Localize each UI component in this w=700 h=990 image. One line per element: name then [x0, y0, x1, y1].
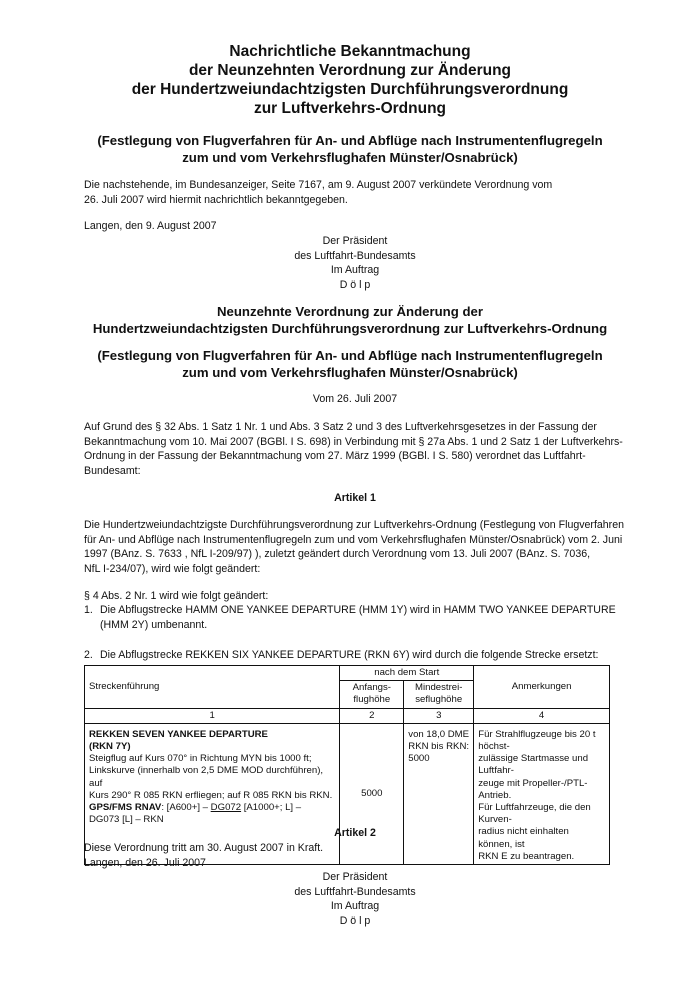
header-anmerkungen: Anmerkungen: [474, 666, 610, 709]
column-number-1: 1: [85, 708, 340, 723]
notice-place-date: Langen, den 9. August 2007: [84, 220, 217, 232]
route-description-cell: REKKEN SEVEN YANKEE DEPARTURE (RKN 7Y) Steigflug auf Kurs 070° in Richtung MYN bis 1000 ft; Linkskurve (innerhalb von 2,5 DME MOD durchführen), auf Kurs 290° R 085 RKN erfliegen; auf R 085 RKN bis RKN. GPS/FMS RNAV: [A600+] – DG072 [A1000+; L] – DG073 [L] – RKN: [85, 723, 340, 864]
article-1-text: Die Hundertzweiundachtzigste Durchführungsverordnung zur Luftverkehrs-Ordnung (Festlegung von Flugverfahren für An- und Abflüge nach Instrumentenflugregeln zum und vom Verkehrsflughafen Münster/Osnabrück) vom 2. Juni 1997 (BAnz. S. 7633 , NfL I-209/97) ), zuletzt geändert durch Verordnung vom 13. Juli 2007 (BAnz. S. 7036, NfL I-234/07), wird wie folgt geändert:: [84, 519, 624, 575]
header-mindestreiseflughoehe: Mindestrei- seflughöhe: [404, 681, 474, 708]
header-anfangsflughoehe: Anfangs- flughöhe: [340, 681, 404, 708]
waypoint-dg072: DG072: [210, 802, 242, 814]
notice-subtitle: (Festlegung von Flugverfahren für An- und Abflüge nach Instrumentenflugregeln zum und vom Verkehrsflughafen Münster/Osnabrück): [97, 133, 603, 165]
header-nach-dem-start: nach dem Start: [340, 666, 474, 681]
article-1-heading: Artikel 1: [334, 492, 376, 504]
notice-signature: Der Präsident des Luftfahrt-Bundesamts Im Auftrag D ö l p: [294, 235, 416, 291]
ordinance-title: Neunzehnte Verordnung zur Änderung der Hundertzweiundachtzigsten Durchführungsverordnung zur Luftverkehrs-Ordnung: [92, 304, 608, 336]
anfangsflughoehe-value: 5000: [340, 723, 404, 864]
notice-title: Nachrichtliche Bekanntmachung der Neunzehnten Verordnung zur Änderung der Hundertzweiundachtzigsten Durchführungsverordnung zur Luftverkehrs-Ordnung: [131, 43, 569, 117]
ordinance-date: Vom 26. Juli 2007: [312, 393, 398, 405]
mindestreiseflughoehe-value: von 18,0 DME RKN bis RKN: 5000: [404, 723, 474, 864]
item-1-text: Die Abflugstrecke HAMM ONE YANKEE DEPARTURE (HMM 1Y) wird in HAMM TWO YANKEE DEPARTURE (HMM 2Y) umbenannt.: [100, 604, 616, 631]
rnav-label: GPS/FMS RNAV: [89, 802, 162, 814]
section-reference: § 4 Abs. 2 Nr. 1 wird wie folgt geändert:: [84, 590, 269, 602]
article-2-text: Diese Verordnung tritt am 30. August 2007 in Kraft.: [84, 842, 324, 854]
ordinance-place-date: Langen, den 26. Juli 2007: [84, 857, 206, 869]
ordinance-signature: Der Präsident des Luftfahrt-Bundesamts Im Auftrag D ö l p: [294, 871, 416, 927]
notice-intro: Die nachstehende, im Bundesanzeiger, Seite 7167, am 9. August 2007 verkündete Verordnung vom 26. Juli 2007 wird hiermit nachrichtlich bekanntgegeben.: [84, 179, 553, 206]
ordinance-preamble: Auf Grund des § 32 Abs. 1 Satz 1 Nr. 1 und Abs. 3 Satz 2 und 3 des Luftverkehrsgesetzes in der Fassung der Bekanntmachung vom 10. Mai 2007 (BGBl. I S. 698) in Verbindung mit § 27a Abs. 1 und 2 Satz 1 der Luftverkehrs- Ordnung in der Fassung der Bekanntmachung vom 27. März 1999 (BGBl. I S. 580) verordnet das Luftfahrt- Bundesamt:: [84, 421, 623, 477]
column-number-2: 2: [340, 708, 404, 723]
anmerkungen-value: Für Strahlflugzeuge bis 20 t höchst- zulässige Startmasse und Luftfahr- zeuge mit Propeller-/PTL-Antrieb. Für Luftfahrzeuge, die den Kurven- radius nicht einhalten können, ist RKN E zu beantragen.: [474, 723, 610, 864]
rnav-line: GPS/FMS RNAV: [A600+] – DG072 [A1000+; L] –: [89, 802, 302, 814]
header-streckenfuehrung: Streckenführung: [85, 666, 340, 709]
route-name: REKKEN SEVEN YANKEE DEPARTURE: [89, 728, 268, 740]
column-number-3: 3: [404, 708, 474, 723]
route-code: (RKN 7Y): [89, 741, 131, 753]
item-2-number: 2.: [84, 649, 93, 661]
item-1-number: 1.: [84, 604, 93, 616]
item-2-text: Die Abflugstrecke REKKEN SIX YANKEE DEPARTURE (RKN 6Y) wird durch die folgende Strecke ersetzt:: [100, 649, 599, 661]
ordinance-subtitle: (Festlegung von Flugverfahren für An- und Abflüge nach Instrumentenflugregeln zum und vom Verkehrsflughafen Münster/Osnabrück): [97, 348, 603, 380]
column-number-4: 4: [474, 708, 610, 723]
table-number-row: [85, 708, 610, 723]
table-header-row: [85, 666, 610, 681]
article-2-heading: Artikel 2: [334, 827, 376, 839]
